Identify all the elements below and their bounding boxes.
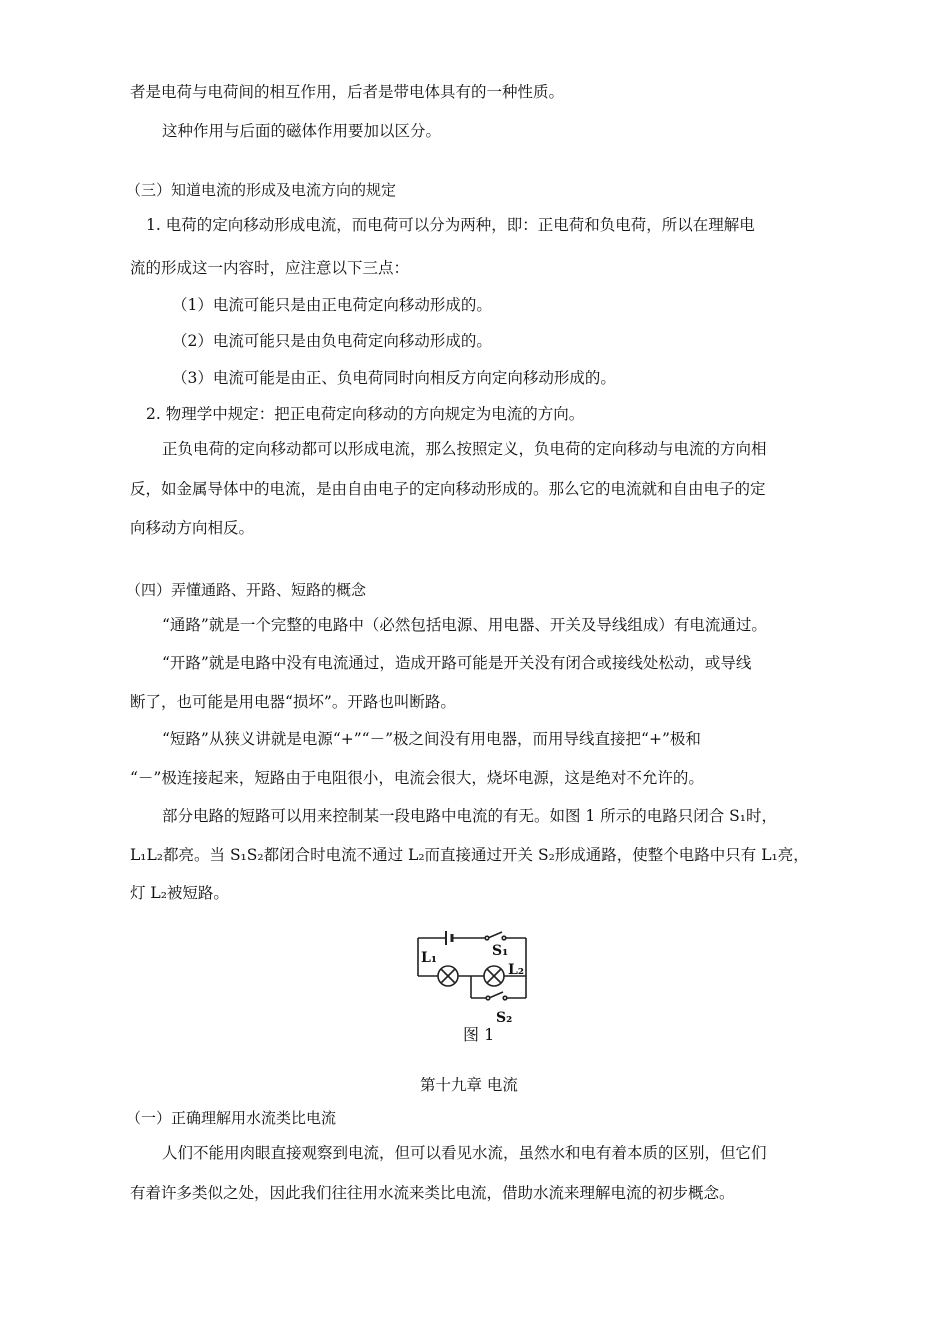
paragraph-line: 流的形成这一内容时，应注意以下三点： xyxy=(130,259,410,277)
paragraph-line: 人们不能用肉眼直接观察到电流，但可以看见水流，虽然水和电有着本质的区别，但它们 xyxy=(162,1144,767,1162)
paragraph-line: 断了，也可能是用电器“损坏”。开路也叫断路。 xyxy=(130,693,456,711)
paragraph-line: 者是电荷与电荷间的相互作用，后者是带电体具有的一种性质。 xyxy=(130,83,565,101)
label-l2: L₂ xyxy=(508,962,524,978)
battery-icon xyxy=(446,931,452,945)
paragraph-line: “通路”就是一个完整的电路中（必然包括电源、用电器、开关及导线组成）有电流通过。 xyxy=(162,616,767,634)
paragraph-line: 这种作用与后面的磁体作用要加以区分。 xyxy=(162,122,442,140)
circuit-diagram xyxy=(412,930,532,1030)
section-heading: （三）知道电流的形成及电流方向的规定 xyxy=(126,181,397,199)
list-item: （2）电流可能只是由负电荷定向移动形成的。 xyxy=(172,332,492,350)
switch-s2-icon xyxy=(486,992,507,1000)
lamp-l1-icon xyxy=(438,966,458,986)
chapter-title: 第十九章 电流 xyxy=(420,1076,518,1094)
paragraph-line: 有着许多类似之处，因此我们往往用水流来类比电流，借助水流来理解电流的初步概念。 xyxy=(130,1184,735,1202)
label-s1: S₁ xyxy=(492,943,509,959)
paragraph-line: 正负电荷的定向移动都可以形成电流，那么按照定义，负电荷的定向移动与电流的方向相 xyxy=(162,440,767,458)
switch-s1-icon xyxy=(485,932,506,940)
label-l1: L₁ xyxy=(421,950,437,966)
figure-caption: 图 1 xyxy=(463,1025,495,1044)
paragraph-line: 灯 L₂被短路。 xyxy=(130,884,229,902)
paragraph-line: “－”极连接起来，短路由于电阻很小，电流会很大，烧坏电源，这是绝对不允许的。 xyxy=(130,769,704,787)
lamp-l2-icon xyxy=(484,966,504,986)
label-s2: S₂ xyxy=(496,1010,513,1026)
paragraph-line: 1. 电荷的定向移动形成电流，而电荷可以分为两种，即：正电荷和负电荷，所以在理解电 xyxy=(146,216,755,234)
paragraph-line: L₁L₂都亮。当 S₁S₂都闭合时电流不通过 L₂而直接通过开关 S₂形成通路，使整个电路中只有 L₁亮， xyxy=(130,846,809,864)
section-heading: （四）弄懂通路、开路、短路的概念 xyxy=(126,581,367,599)
paragraph-line: 向移动方向相反。 xyxy=(130,519,255,537)
list-item: （1）电流可能只是由正电荷定向移动形成的。 xyxy=(172,296,492,314)
paragraph-line: 部分电路的短路可以用来控制某一段电路中电流的有无。如图 1 所示的电路只闭合 S₁时， xyxy=(162,807,777,825)
paragraph-line: 2. 物理学中规定：把正电荷定向移动的方向规定为电流的方向。 xyxy=(146,405,585,423)
paragraph-line: “开路”就是电路中没有电流通过，造成开路可能是开关没有闭合或接线处松动，或导线 xyxy=(162,654,752,672)
paragraph-line: “短路”从狭义讲就是电源“+”“－”极之间没有用电器，而用导线直接把“+”极和 xyxy=(162,730,701,748)
circuit-svg xyxy=(412,930,532,1030)
section-heading: （一）正确理解用水流类比电流 xyxy=(126,1109,337,1127)
list-item: （3）电流可能是由正、负电荷同时向相反方向定向移动形成的。 xyxy=(172,369,616,387)
paragraph-line: 反，如金属导体中的电流，是由自由电子的定向移动形成的。那么它的电流就和自由电子的定 xyxy=(130,480,766,498)
